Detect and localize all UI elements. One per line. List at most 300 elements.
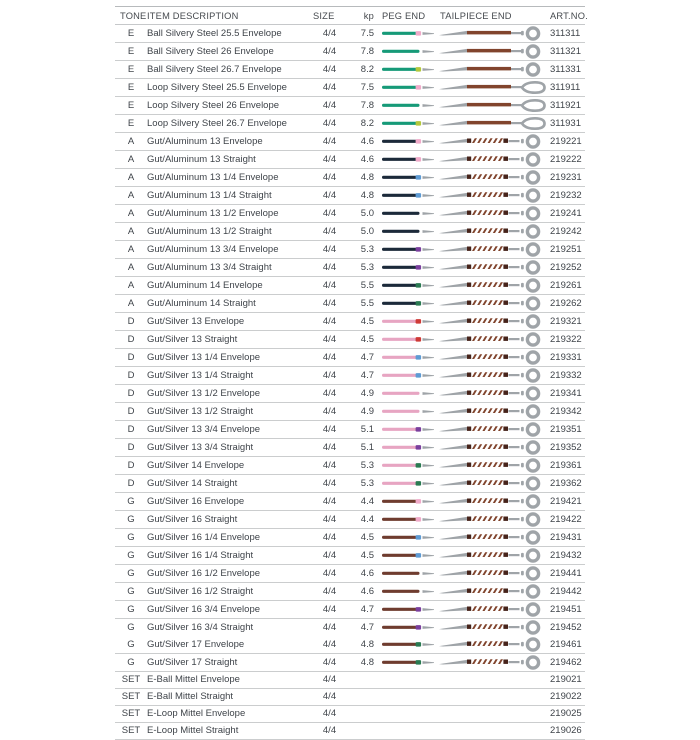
tailpiece-end-icon <box>439 421 549 438</box>
tailpiece-end-icon <box>439 277 549 294</box>
tailpiece-end-icon <box>439 97 549 114</box>
size-cell: 4/4 <box>322 674 337 686</box>
tailpiece-end-cell <box>438 529 550 547</box>
tone-cell: G <box>127 514 135 525</box>
tailpiece-end-cell <box>438 565 550 583</box>
size-cell: 4/4 <box>322 639 337 650</box>
tone-cell: SET <box>121 708 141 720</box>
peg-end-icon <box>382 46 434 57</box>
peg-end-icon <box>382 496 434 507</box>
tailpiece-end-icon <box>439 601 549 618</box>
kp-cell: 7.8 <box>360 100 374 111</box>
peg-end-cell <box>376 421 438 439</box>
tailpiece-end-cell <box>438 277 550 295</box>
item-description-cell: Loop Silvery Steel 26.7 Envelope <box>147 118 287 129</box>
item-description-cell: Gut/Silver 16 3/4 Envelope <box>147 604 261 615</box>
item-description-cell: Gut/Aluminum 13 3/4 Envelope <box>147 244 279 255</box>
table-row <box>115 672 585 689</box>
peg-end-icon <box>382 586 434 597</box>
table-row <box>115 529 585 547</box>
tailpiece-end-icon <box>439 654 549 671</box>
peg-end-icon <box>382 226 434 237</box>
art-no-cell: 219451 <box>550 604 582 615</box>
peg-end-cell <box>376 151 438 169</box>
art-no-cell: 219332 <box>550 370 582 381</box>
tailpiece-end-icon <box>439 313 549 330</box>
table-row <box>115 133 585 151</box>
tailpiece-end-cell <box>438 97 550 115</box>
art-no-cell: 219021 <box>550 674 582 686</box>
tailpiece-end-cell <box>438 547 550 565</box>
tailpiece-end-cell <box>438 688 550 705</box>
table-row <box>115 457 585 475</box>
kp-cell: 5.3 <box>360 460 374 471</box>
tailpiece-end-cell <box>438 349 550 367</box>
peg-end-cell <box>376 688 438 705</box>
table-row <box>115 241 585 259</box>
tailpiece-end-icon <box>439 169 549 186</box>
size-cell: 4/4 <box>322 208 337 219</box>
size-cell: 4/4 <box>322 514 337 525</box>
catalog-table <box>115 6 588 740</box>
art-no-cell: 219362 <box>550 478 582 489</box>
kp-cell: 4.4 <box>360 514 374 525</box>
kp-cell: 4.8 <box>360 172 374 183</box>
kp-cell: 4.4 <box>360 496 374 507</box>
tailpiece-end-icon <box>439 115 549 132</box>
peg-end-cell <box>376 295 438 313</box>
tailpiece-end-icon <box>439 25 549 42</box>
size-cell: 4/4 <box>322 657 337 668</box>
peg-end-icon <box>382 28 434 39</box>
kp-cell: 4.9 <box>360 406 374 417</box>
kp-cell: 7.5 <box>360 28 374 39</box>
tailpiece-end-icon <box>439 493 549 510</box>
item-description-cell: E-Ball Mittel Envelope <box>147 674 240 686</box>
peg-end-icon <box>382 370 434 381</box>
peg-end-cell <box>376 493 438 511</box>
table-row <box>115 705 585 722</box>
tailpiece-end-icon <box>439 619 549 636</box>
kp-cell: 4.6 <box>360 154 374 165</box>
item-description-cell: Gut/Silver 16 1/4 Envelope <box>147 532 261 543</box>
table-header <box>115 7 588 25</box>
tone-cell: A <box>127 190 135 201</box>
kp-cell: 5.0 <box>360 226 374 237</box>
tone-cell: A <box>127 280 135 291</box>
tailpiece-end-icon <box>439 475 549 492</box>
tailpiece-end-cell <box>438 241 550 259</box>
peg-end-icon <box>382 64 434 75</box>
peg-end-cell <box>376 223 438 241</box>
kp-cell: 4.5 <box>360 334 374 345</box>
peg-end-cell <box>376 313 438 331</box>
tone-cell: D <box>127 406 135 417</box>
kp-cell: 5.3 <box>360 262 374 273</box>
table-row <box>115 511 585 529</box>
art-no-cell: 219321 <box>550 316 582 327</box>
table-row <box>115 25 585 43</box>
tone-cell: G <box>127 622 135 633</box>
size-cell: 4/4 <box>322 586 337 597</box>
peg-end-cell <box>376 43 438 61</box>
size-cell: 4/4 <box>322 334 337 345</box>
item-description-cell: Gut/Aluminum 14 Envelope <box>147 280 263 291</box>
table-row <box>115 223 585 241</box>
tailpiece-end-icon <box>439 223 549 240</box>
tailpiece-end-icon <box>439 511 549 528</box>
table-row <box>115 277 585 295</box>
tone-cell: E <box>127 82 135 93</box>
tailpiece-end-icon <box>439 43 549 60</box>
art-no-cell: 219261 <box>550 280 582 291</box>
tailpiece-end-cell <box>438 187 550 205</box>
table-row <box>115 439 585 457</box>
peg-end-cell <box>376 672 438 689</box>
art-no-cell: 219331 <box>550 352 582 363</box>
peg-end-cell <box>376 241 438 259</box>
peg-end-icon <box>382 550 434 561</box>
peg-end-cell <box>376 331 438 349</box>
art-no-cell: 219352 <box>550 442 582 453</box>
size-cell: 4/4 <box>322 154 337 165</box>
peg-end-cell <box>376 565 438 583</box>
peg-end-icon <box>382 172 434 183</box>
tone-cell: E <box>127 28 135 39</box>
peg-end-icon <box>382 244 434 255</box>
header-row <box>115 7 585 25</box>
tailpiece-end-icon <box>439 385 549 402</box>
item-description-cell: Gut/Silver 17 Envelope <box>147 639 245 650</box>
art-no-cell: 219025 <box>550 708 582 720</box>
size-cell: 4/4 <box>322 478 337 489</box>
tailpiece-end-cell <box>438 654 550 672</box>
art-no-cell: 311331 <box>550 64 581 75</box>
size-cell: 4/4 <box>322 604 337 615</box>
size-cell: 4/4 <box>322 82 337 93</box>
tone-cell: A <box>127 136 135 147</box>
tailpiece-end-icon <box>439 151 549 168</box>
size-cell: 4/4 <box>322 316 337 327</box>
size-cell: 4/4 <box>322 262 337 273</box>
tone-cell: G <box>127 550 135 561</box>
art-no-cell: 219461 <box>550 639 582 650</box>
peg-end-icon <box>382 478 434 489</box>
peg-end-cell <box>376 61 438 79</box>
peg-end-icon <box>382 657 434 668</box>
tailpiece-end-cell <box>438 61 550 79</box>
peg-end-cell <box>376 583 438 601</box>
peg-end-cell <box>376 205 438 223</box>
kp-cell <box>346 705 376 722</box>
art-no-cell: 219341 <box>550 388 582 399</box>
item-description-cell: Gut/Silver 13 1/4 Straight <box>147 370 254 381</box>
size-cell: 4/4 <box>322 172 337 183</box>
peg-end-cell <box>376 97 438 115</box>
kp-cell: 4.7 <box>360 370 374 381</box>
item-description-cell: Gut/Silver 16 Straight <box>147 514 238 525</box>
tailpiece-end-icon <box>439 583 549 600</box>
peg-end-icon <box>382 442 434 453</box>
kp-cell: 5.5 <box>360 298 374 309</box>
item-description-cell: E-Ball Mittel Straight <box>147 691 234 703</box>
peg-end-cell <box>376 115 438 133</box>
size-cell: 4/4 <box>322 406 337 417</box>
header-kp: kp <box>363 10 374 21</box>
table-row <box>115 493 585 511</box>
item-description-cell: Gut/Aluminum 14 Straight <box>147 298 256 309</box>
tailpiece-end-icon <box>439 439 549 456</box>
tone-cell: A <box>127 208 135 219</box>
kp-cell: 4.8 <box>360 657 374 668</box>
kp-cell: 5.1 <box>360 442 374 453</box>
size-cell: 4/4 <box>322 550 337 561</box>
peg-end-cell <box>376 385 438 403</box>
tailpiece-end-cell <box>438 133 550 151</box>
peg-end-icon <box>382 82 434 93</box>
tailpiece-end-icon <box>439 133 549 150</box>
table-row <box>115 187 585 205</box>
table-row <box>115 722 585 739</box>
table-row <box>115 367 585 385</box>
size-cell: 4/4 <box>322 442 337 453</box>
peg-end-cell <box>376 654 438 672</box>
table-row <box>115 421 585 439</box>
art-no-cell: 219342 <box>550 406 582 417</box>
art-no-cell: 219232 <box>550 190 582 201</box>
tailpiece-end-cell <box>438 385 550 403</box>
tailpiece-end-cell <box>438 313 550 331</box>
art-no-cell: 311321 <box>550 46 581 57</box>
size-cell: 4/4 <box>322 388 337 399</box>
art-no-cell: 219241 <box>550 208 582 219</box>
item-description-cell: Gut/Silver 13 1/4 Envelope <box>147 352 261 363</box>
kp-cell: 4.5 <box>360 550 374 561</box>
tone-cell: G <box>127 568 135 579</box>
tailpiece-end-cell <box>438 705 550 722</box>
item-description-cell: Gut/Aluminum 13 1/4 Envelope <box>147 172 279 183</box>
art-no-cell: 311931 <box>550 118 581 129</box>
peg-end-icon <box>382 118 434 129</box>
peg-end-icon <box>382 388 434 399</box>
tailpiece-end-cell <box>438 475 550 493</box>
item-description-cell: Gut/Aluminum 13 1/2 Envelope <box>147 208 279 219</box>
header-size: SIZE <box>313 10 335 21</box>
tailpiece-end-icon <box>439 565 549 582</box>
art-no-cell: 219322 <box>550 334 582 345</box>
tailpiece-end-cell <box>438 367 550 385</box>
size-cell: 4/4 <box>322 424 337 435</box>
size-cell: 4/4 <box>322 64 337 75</box>
item-description-cell: Ball Silvery Steel 26.7 Envelope <box>147 64 282 75</box>
item-description-cell: Gut/Silver 16 Envelope <box>147 496 245 507</box>
table-row <box>115 61 585 79</box>
peg-end-icon <box>382 262 434 273</box>
peg-end-icon <box>382 334 434 345</box>
tone-cell: D <box>127 334 135 345</box>
tone-cell: SET <box>121 674 141 686</box>
table-row <box>115 385 585 403</box>
table-row <box>115 349 585 367</box>
kp-cell: 5.0 <box>360 208 374 219</box>
tailpiece-end-cell <box>438 259 550 277</box>
item-description-cell: Gut/Silver 13 3/4 Envelope <box>147 424 261 435</box>
peg-end-icon <box>382 352 434 363</box>
tone-cell: G <box>127 604 135 615</box>
kp-cell: 4.8 <box>360 190 374 201</box>
art-no-cell: 311911 <box>550 82 581 93</box>
tone-cell: E <box>127 100 135 111</box>
table-row <box>115 79 585 97</box>
peg-end-cell <box>376 439 438 457</box>
tone-cell: E <box>127 118 135 129</box>
header-art-no: ART.NO. <box>550 10 588 21</box>
peg-end-cell <box>376 619 438 637</box>
size-cell: 4/4 <box>322 100 337 111</box>
tailpiece-end-icon <box>439 529 549 546</box>
item-description-cell: Gut/Silver 14 Straight <box>147 478 238 489</box>
tailpiece-end-cell <box>438 43 550 61</box>
tone-cell: A <box>127 154 135 165</box>
item-description-cell: Gut/Aluminum 13 1/4 Straight <box>147 190 272 201</box>
peg-end-cell <box>376 705 438 722</box>
peg-end-cell <box>376 79 438 97</box>
art-no-cell: 219022 <box>550 691 582 703</box>
peg-end-icon <box>382 136 434 147</box>
peg-end-cell <box>376 601 438 619</box>
tailpiece-end-icon <box>439 547 549 564</box>
art-no-cell: 219441 <box>550 568 582 579</box>
table-row <box>115 688 585 705</box>
art-no-cell: 219222 <box>550 154 582 165</box>
tailpiece-end-cell <box>438 511 550 529</box>
size-cell: 4/4 <box>322 226 337 237</box>
tailpiece-end-cell <box>438 295 550 313</box>
table-row <box>115 205 585 223</box>
tailpiece-end-cell <box>438 151 550 169</box>
kp-cell: 4.8 <box>360 639 374 650</box>
item-description-cell: Gut/Silver 16 1/4 Straight <box>147 550 254 561</box>
item-description-cell: Gut/Silver 13 1/2 Envelope <box>147 388 261 399</box>
item-description-cell: Ball Silvery Steel 25.5 Envelope <box>147 28 282 39</box>
peg-end-cell <box>376 277 438 295</box>
peg-end-cell <box>376 133 438 151</box>
tailpiece-end-icon <box>439 259 549 276</box>
item-description-cell: Gut/Silver 16 3/4 Straight <box>147 622 254 633</box>
table-row <box>115 97 585 115</box>
table-row <box>115 151 585 169</box>
tailpiece-end-icon <box>439 457 549 474</box>
kp-cell: 5.1 <box>360 424 374 435</box>
table-row <box>115 565 585 583</box>
tone-cell: A <box>127 244 135 255</box>
art-no-cell: 219442 <box>550 586 582 597</box>
size-cell: 4/4 <box>322 190 337 201</box>
size-cell: 4/4 <box>322 244 337 255</box>
header-tone: TONE <box>120 10 147 21</box>
size-cell: 4/4 <box>322 708 337 720</box>
tailpiece-end-icon <box>439 636 549 653</box>
tailpiece-end-cell <box>438 205 550 223</box>
kp-cell: 5.3 <box>360 478 374 489</box>
peg-end-cell <box>376 547 438 565</box>
kp-cell: 7.8 <box>360 46 374 57</box>
peg-end-icon <box>382 298 434 309</box>
size-cell: 4/4 <box>322 568 337 579</box>
art-no-cell: 219221 <box>550 136 582 147</box>
tone-cell: D <box>127 442 135 453</box>
tone-cell: SET <box>121 725 141 737</box>
peg-end-cell <box>376 259 438 277</box>
header-item-description: ITEM DESCRIPTION <box>147 10 239 21</box>
tailpiece-end-icon <box>439 61 549 78</box>
kp-cell: 7.5 <box>360 82 374 93</box>
peg-end-icon <box>382 460 434 471</box>
kp-cell: 8.2 <box>360 64 374 75</box>
peg-end-cell <box>376 722 438 739</box>
kp-cell: 4.5 <box>360 316 374 327</box>
size-cell: 4/4 <box>322 136 337 147</box>
item-description-cell: Gut/Silver 16 1/2 Envelope <box>147 568 261 579</box>
peg-end-icon <box>382 514 434 525</box>
art-no-cell: 219026 <box>550 725 582 737</box>
tailpiece-end-cell <box>438 25 550 43</box>
tailpiece-end-cell <box>438 722 550 739</box>
peg-end-icon <box>382 406 434 417</box>
tailpiece-end-cell <box>438 169 550 187</box>
item-description-cell: Gut/Silver 13 Envelope <box>147 316 245 327</box>
table-row <box>115 295 585 313</box>
kp-cell: 4.7 <box>360 604 374 615</box>
tailpiece-end-icon <box>439 295 549 312</box>
table-row <box>115 475 585 493</box>
art-no-cell: 219231 <box>550 172 582 183</box>
header-tailpiece-end: TAILPIECE END <box>440 10 512 21</box>
peg-end-cell <box>376 636 438 654</box>
tone-cell: G <box>127 496 135 507</box>
peg-end-icon <box>382 568 434 579</box>
table-row <box>115 43 585 61</box>
peg-end-cell <box>376 475 438 493</box>
table-row <box>115 636 585 654</box>
table-row <box>115 331 585 349</box>
art-no-cell: 219262 <box>550 298 582 309</box>
tailpiece-end-icon <box>439 367 549 384</box>
size-cell: 4/4 <box>322 496 337 507</box>
art-no-cell: 219251 <box>550 244 582 255</box>
table-row <box>115 601 585 619</box>
tone-cell: D <box>127 388 135 399</box>
table-row <box>115 654 585 672</box>
tailpiece-end-icon <box>439 241 549 258</box>
tailpiece-end-icon <box>439 187 549 204</box>
kp-cell <box>346 672 376 689</box>
peg-end-cell <box>376 403 438 421</box>
art-no-cell: 311311 <box>550 28 581 39</box>
tailpiece-end-cell <box>438 439 550 457</box>
tailpiece-end-icon <box>439 79 549 96</box>
item-description-cell: Ball Silvery Steel 26 Envelope <box>147 46 274 57</box>
tailpiece-end-icon <box>439 331 549 348</box>
tone-cell: G <box>127 657 135 668</box>
art-no-cell: 219422 <box>550 514 582 525</box>
peg-end-cell <box>376 457 438 475</box>
art-no-cell: 219242 <box>550 226 582 237</box>
peg-end-icon <box>382 639 434 650</box>
size-cell: 4/4 <box>322 46 337 57</box>
size-cell: 4/4 <box>322 691 337 703</box>
item-description-cell: E-Loop Mittel Envelope <box>147 708 246 720</box>
